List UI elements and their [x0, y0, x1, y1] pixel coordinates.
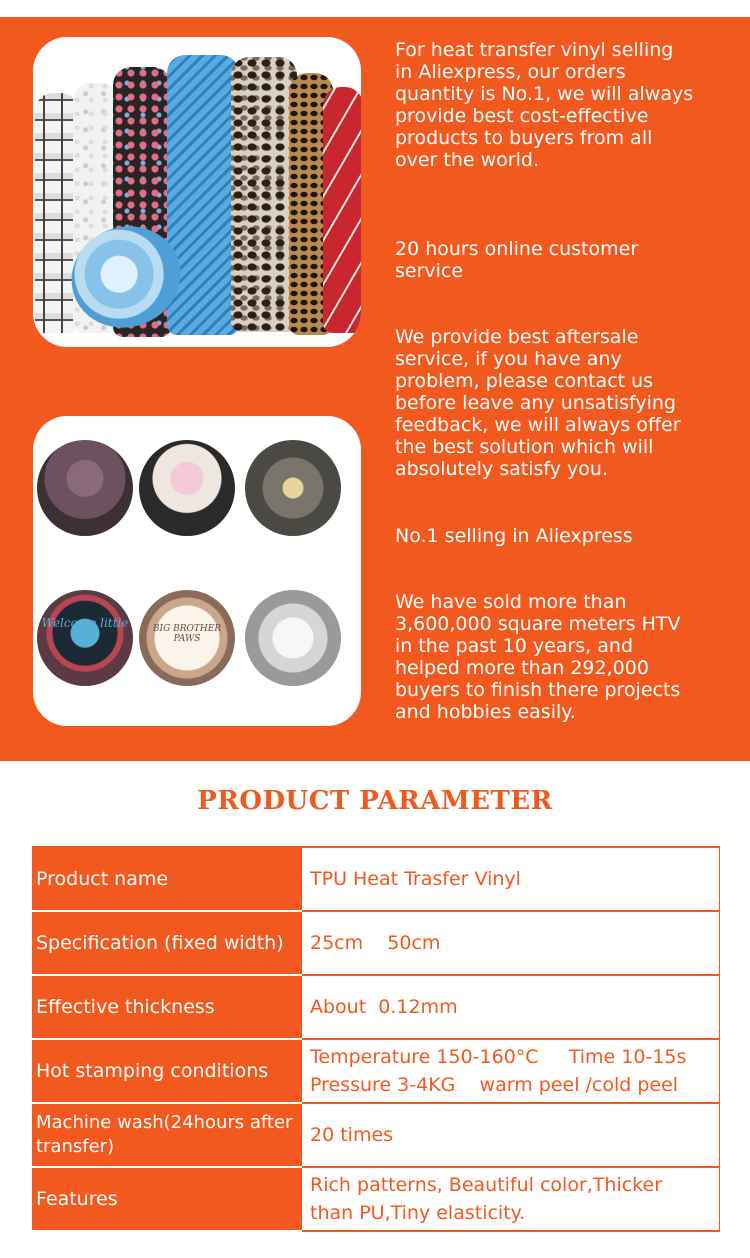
parameter-value: 25cm 50cm: [302, 912, 720, 976]
bear-print-product-image: [139, 440, 235, 536]
parameter-label: Features: [32, 1168, 302, 1232]
parameter-value: 20 times: [302, 1104, 720, 1168]
finished-products-photo: [33, 416, 361, 726]
sales-volume-text: We have sold more than 3,600,000 square meters HTV in the past 10 years, and helped more than 292,000 buyers to finish there projects and hobbies easily.: [395, 591, 681, 723]
parameter-label: Specification (fixed width): [32, 912, 302, 976]
balloon-product-image: [37, 590, 133, 686]
hero-banner: [0, 17, 750, 761]
red-feather-vinyl-roll: [323, 87, 361, 333]
blue-snakeskin-vinyl-roll: [167, 55, 239, 335]
parameter-label: Machine wash(24hours after transfer): [32, 1104, 302, 1168]
orders-quantity-text: For heat transfer vinyl selling in Aliexpress, our orders quantity is No.1, we will always provide best cost-effective products to buyers from all over the world.: [395, 39, 694, 171]
product-parameter-title: PRODUCT PARAMETER: [197, 786, 553, 816]
onesie-product-image: [139, 590, 235, 686]
calligraphy-product-image: [245, 590, 341, 686]
parameter-value: Temperature 150-160°C Time 10-15s Pressure 3-4KG warm peel /cold peel: [302, 1040, 720, 1104]
table-row: [32, 1168, 720, 1232]
table-row: [32, 848, 720, 912]
selling-rank-text: No.1 selling in Aliexpress: [395, 525, 633, 547]
aftersale-service-text: We provide best aftersale service, if you have any problem, please contact us before leave any unsatisfying feedback, we will always offer the best solution which will absolutely satisfy you.: [395, 326, 681, 480]
balloon-text: Welcome little Boy: [41, 616, 129, 644]
leopard-vinyl-roll: [231, 57, 297, 332]
parameter-label: Product name: [32, 848, 302, 912]
table-row: [32, 1104, 720, 1168]
parameter-label: Hot stamping conditions: [32, 1040, 302, 1104]
parameter-value: About 0.12mm: [302, 976, 720, 1040]
onesie-text: BIG BROTHER PAWS: [152, 624, 222, 644]
table-row: [32, 912, 720, 976]
parameter-value: Rich patterns, Beautiful color,Thicker than PU,Tiny elasticity.: [302, 1168, 720, 1232]
product-parameter-table: [32, 846, 720, 1232]
vinyl-rolls-photo: [33, 37, 361, 347]
hoodie-product-image: [37, 440, 133, 536]
parameter-label: Effective thickness: [32, 976, 302, 1040]
parameter-value: TPU Heat Trasfer Vinyl: [302, 848, 720, 912]
customer-service-text: 20 hours online customer service: [395, 238, 639, 282]
table-row: [32, 976, 720, 1040]
gold-decal-product-image: [245, 440, 341, 536]
table-row: [32, 1040, 720, 1104]
